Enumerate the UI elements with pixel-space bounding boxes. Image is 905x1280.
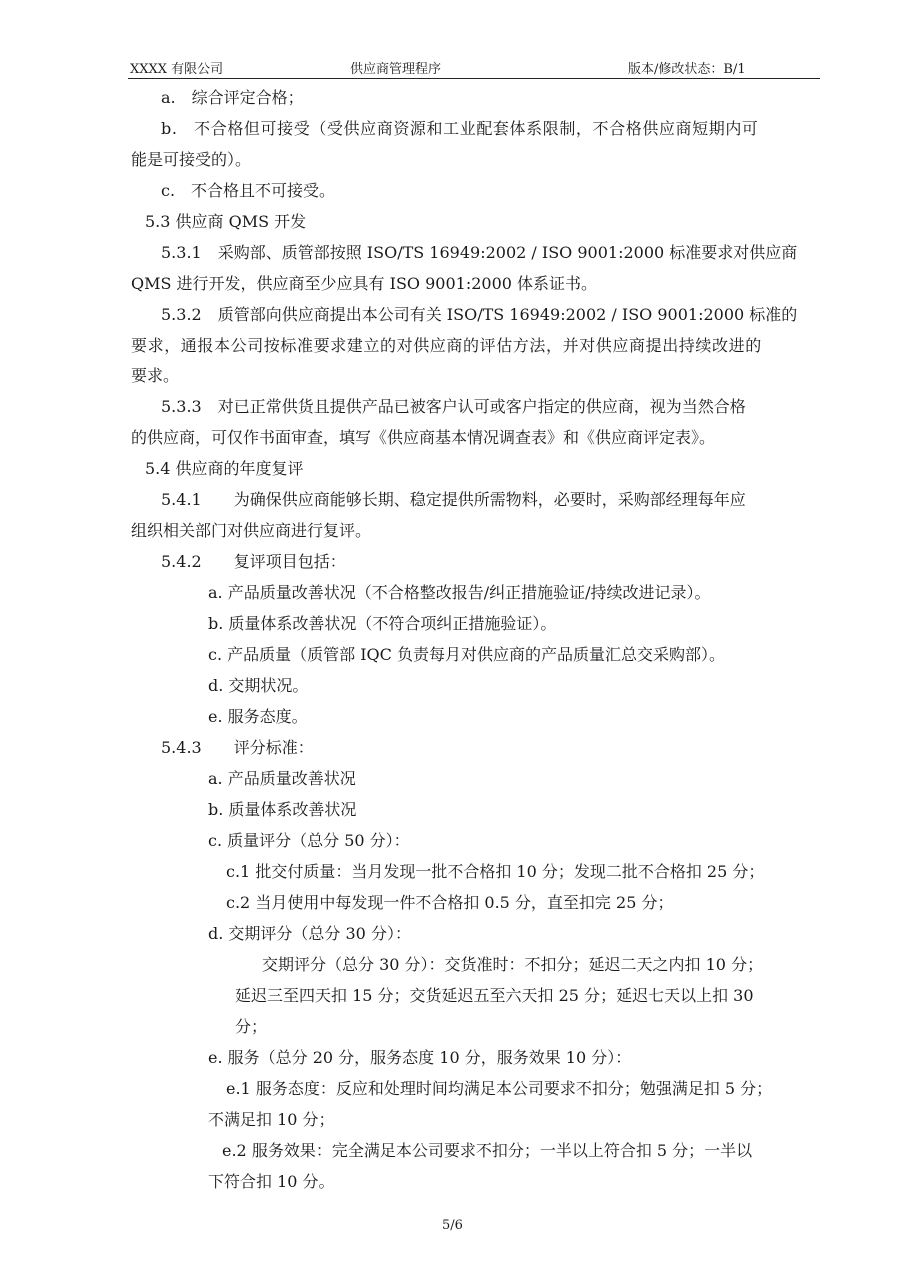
text-line: 的供应商，可仅作书面审查，填写《供应商基本情况调查表》和《供应商评定表》。 <box>131 428 716 447</box>
list-item: c.1 批交付质量：当月发现一批不合格扣 10 分；发现二批不合格扣 25 分； <box>226 862 765 881</box>
text-line: 要求。 <box>131 366 180 385</box>
list-item: b. 质量体系改善状况（不符合项纠正措施验证）。 <box>208 614 557 633</box>
header-version: 版本/修改状态：B/1 <box>628 62 746 77</box>
text-line: a. 综合评定合格； <box>161 88 304 107</box>
list-item: d. 交期评分（总分 30 分）： <box>208 924 411 943</box>
list-item: c.2 当月使用中每发现一件不合格扣 0.5 分，直至扣完 25 分； <box>226 893 674 912</box>
text-line: b. 不合格但可接受（受供应商资源和工业配套体系限制，不合格供应商短期内可 <box>161 119 759 138</box>
list-item: b. 质量体系改善状况 <box>208 800 357 819</box>
list-item: c. 产品质量（质管部 IQC 负责每月对供应商的产品质量汇总交采购部）。 <box>208 645 725 664</box>
text-line: 5.3.1 采购部、质管部按照 ISO/TS 16949:2002 / ISO 9001:2000 标准要求对供应商 <box>161 243 798 262</box>
list-item: e. 服务态度。 <box>208 707 308 726</box>
text-line: 分； <box>235 1017 268 1036</box>
list-item: c. 质量评分（总分 50 分）： <box>208 831 410 850</box>
list-item: a. 产品质量改善状况 <box>208 769 356 788</box>
text-line: e.2 服务效果：完全满足本公司要求不扣分；一半以上符合扣 5 分；一半以 <box>222 1141 753 1160</box>
text-line: 5.3.2 质管部向供应商提出本公司有关 ISO/TS 16949:2002 / ISO 9001:2000 标准的 <box>161 305 798 324</box>
text-line: 5.3.3 对已正常供货且提供产品已被客户认可或客户指定的供应商，视为当然合格 <box>161 397 746 416</box>
list-item: d. 交期状况。 <box>208 676 309 695</box>
list-item: e. 服务（总分 20 分，服务态度 10 分，服务效果 10 分）： <box>208 1048 632 1067</box>
list-item: a. 产品质量改善状况（不合格整改报告/纠正措施验证/持续改进记录）。 <box>208 583 711 602</box>
text-line: 延迟三至四天扣 15 分；交货延迟五至六天扣 25 分；延迟七天以上扣 30 <box>235 986 754 1005</box>
text-line: 交期评分（总分 30 分）：交货准时：不扣分；延迟二天之内扣 10 分； <box>262 955 764 974</box>
text-line: 要求，通报本公司按标准要求建立的对供应商的评估方法，并对供应商提出持续改进的 <box>131 336 762 355</box>
text-line: e.1 服务态度：反应和处理时间均满足本公司要求不扣分；勉强满足扣 5 分； <box>226 1079 773 1098</box>
header-divider <box>128 78 820 79</box>
text-line: 5.4.2 复评项目包括： <box>161 552 346 571</box>
text-line: 5.4.3 评分标准： <box>161 738 314 757</box>
text-line: QMS 进行开发，供应商至少应具有 ISO 9001:2000 体系证书。 <box>131 274 598 293</box>
section-heading: 5.3 供应商 QMS 开发 <box>145 212 307 231</box>
text-line: 组织相关部门对供应商进行复评。 <box>131 521 372 540</box>
header-title: 供应商管理程序 <box>350 62 442 77</box>
text-line: 能是可接受的）。 <box>131 150 252 169</box>
text-line: c. 不合格且不可接受。 <box>161 181 336 200</box>
page-number: 5/6 <box>442 1218 463 1233</box>
page-header <box>130 58 820 78</box>
text-line: 5.4.1 为确保供应商能够长期、稳定提供所需物料，必要时，采购部经理每年应 <box>161 490 746 509</box>
section-heading: 5.4 供应商的年度复评 <box>145 459 304 478</box>
text-line: 不满足扣 10 分； <box>208 1110 335 1129</box>
header-company: XXXX 有限公司 <box>130 62 224 77</box>
text-line: 下符合扣 10 分。 <box>208 1172 335 1191</box>
